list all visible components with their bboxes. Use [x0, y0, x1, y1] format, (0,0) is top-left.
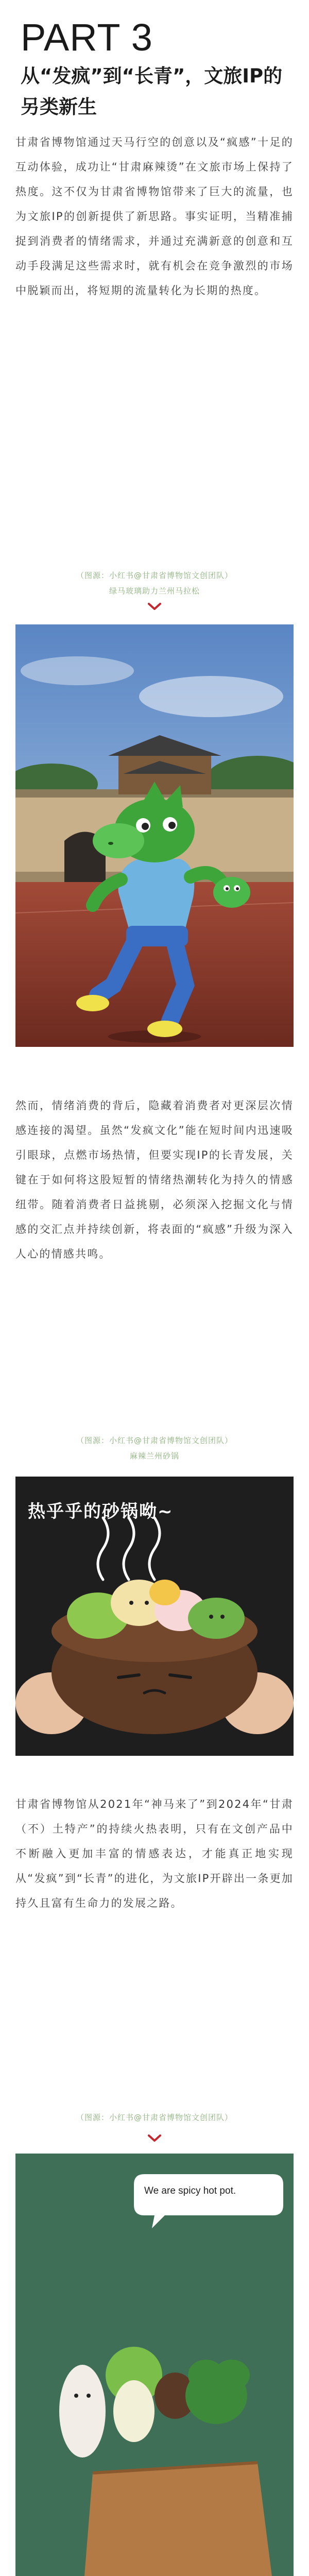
paragraph-text: 然而，情绪消费的背后，隐藏着消费者对更深层次情感连接的渴望。虽然“发疯文化”能在短时间内迅速吸引眼球，点燃市场热情，但要实现IP的长青发展，关键在于如何将这股短暂的情绪热潮转化为持久的情感纽带。随着消费者日益挑剔，必须深入挖掘文化与情感的交汇点并持续创新，将表面的“疯感”升级为深入人心的情感共鸣。 — [15, 1099, 294, 1260]
chevron-down-icon — [148, 2134, 161, 2142]
paragraph-1 — [15, 130, 294, 303]
photo-horse-mascot-marathon — [15, 624, 294, 1047]
caption-source: （图源：小红书@甘肃省博物馆文创团队） — [76, 2113, 233, 2122]
section-title: 从“发疯”到“长青”，文旅IP的另类新生 — [21, 65, 283, 118]
paragraph-3 — [15, 1792, 294, 1916]
paragraph-text: 甘肃省博物馆从2021年“神马来了”到2024年“甘肃（不）土特产”的持续火热表明，只有在文创产品中不断融入更加丰富的情感表达，才能真正地实现从“发疯”到“长青”的进化，为文旅IP开辟出一条更加持久且富有生命力的发展之路。 — [15, 1798, 294, 1909]
chevron-down-icon — [148, 603, 161, 610]
image-caption-3 — [0, 2110, 309, 2125]
photo-hotpot-plush — [15, 1477, 294, 1756]
caption-description: 绿马玻璃助力兰州马拉松 — [109, 586, 200, 596]
photo-plush-ingredients — [15, 2154, 294, 2576]
paragraph-text: 甘肃省博物馆通过天马行空的创意以及“疯感”十足的互动体验，成功让“甘肃麻辣烫”在文旅市场上保持了热度。这不仅为甘肃省博物馆带来了巨大的流量，也为文旅IP的创新提供了新思路。事实证明，当精准捕捉到消费者的情绪需求，并通过充满新意的创意和互动手段满足这些需求时，就有机会在竞争激烈的市场中脱颖而出，将短期的流量转化为长期的热度。 — [15, 136, 294, 297]
caption-source: （图源：小红书@甘肃省博物馆文创团队） — [76, 1436, 233, 1445]
caption-description: 麻辣兰州砂锅 — [129, 1451, 179, 1461]
speech-bubble-text: We are spicy hot pot. — [144, 2185, 236, 2196]
part-label: PART 3 — [21, 16, 153, 59]
caption-source: （图源：小红书@甘肃省博物馆文创团队） — [76, 571, 233, 580]
paragraph-2 — [15, 1093, 294, 1266]
image-caption-1 — [0, 568, 309, 599]
photo-overlay-text: 热乎乎的砂锅呦~ — [28, 1501, 174, 1522]
image-caption-2 — [0, 1433, 309, 1464]
